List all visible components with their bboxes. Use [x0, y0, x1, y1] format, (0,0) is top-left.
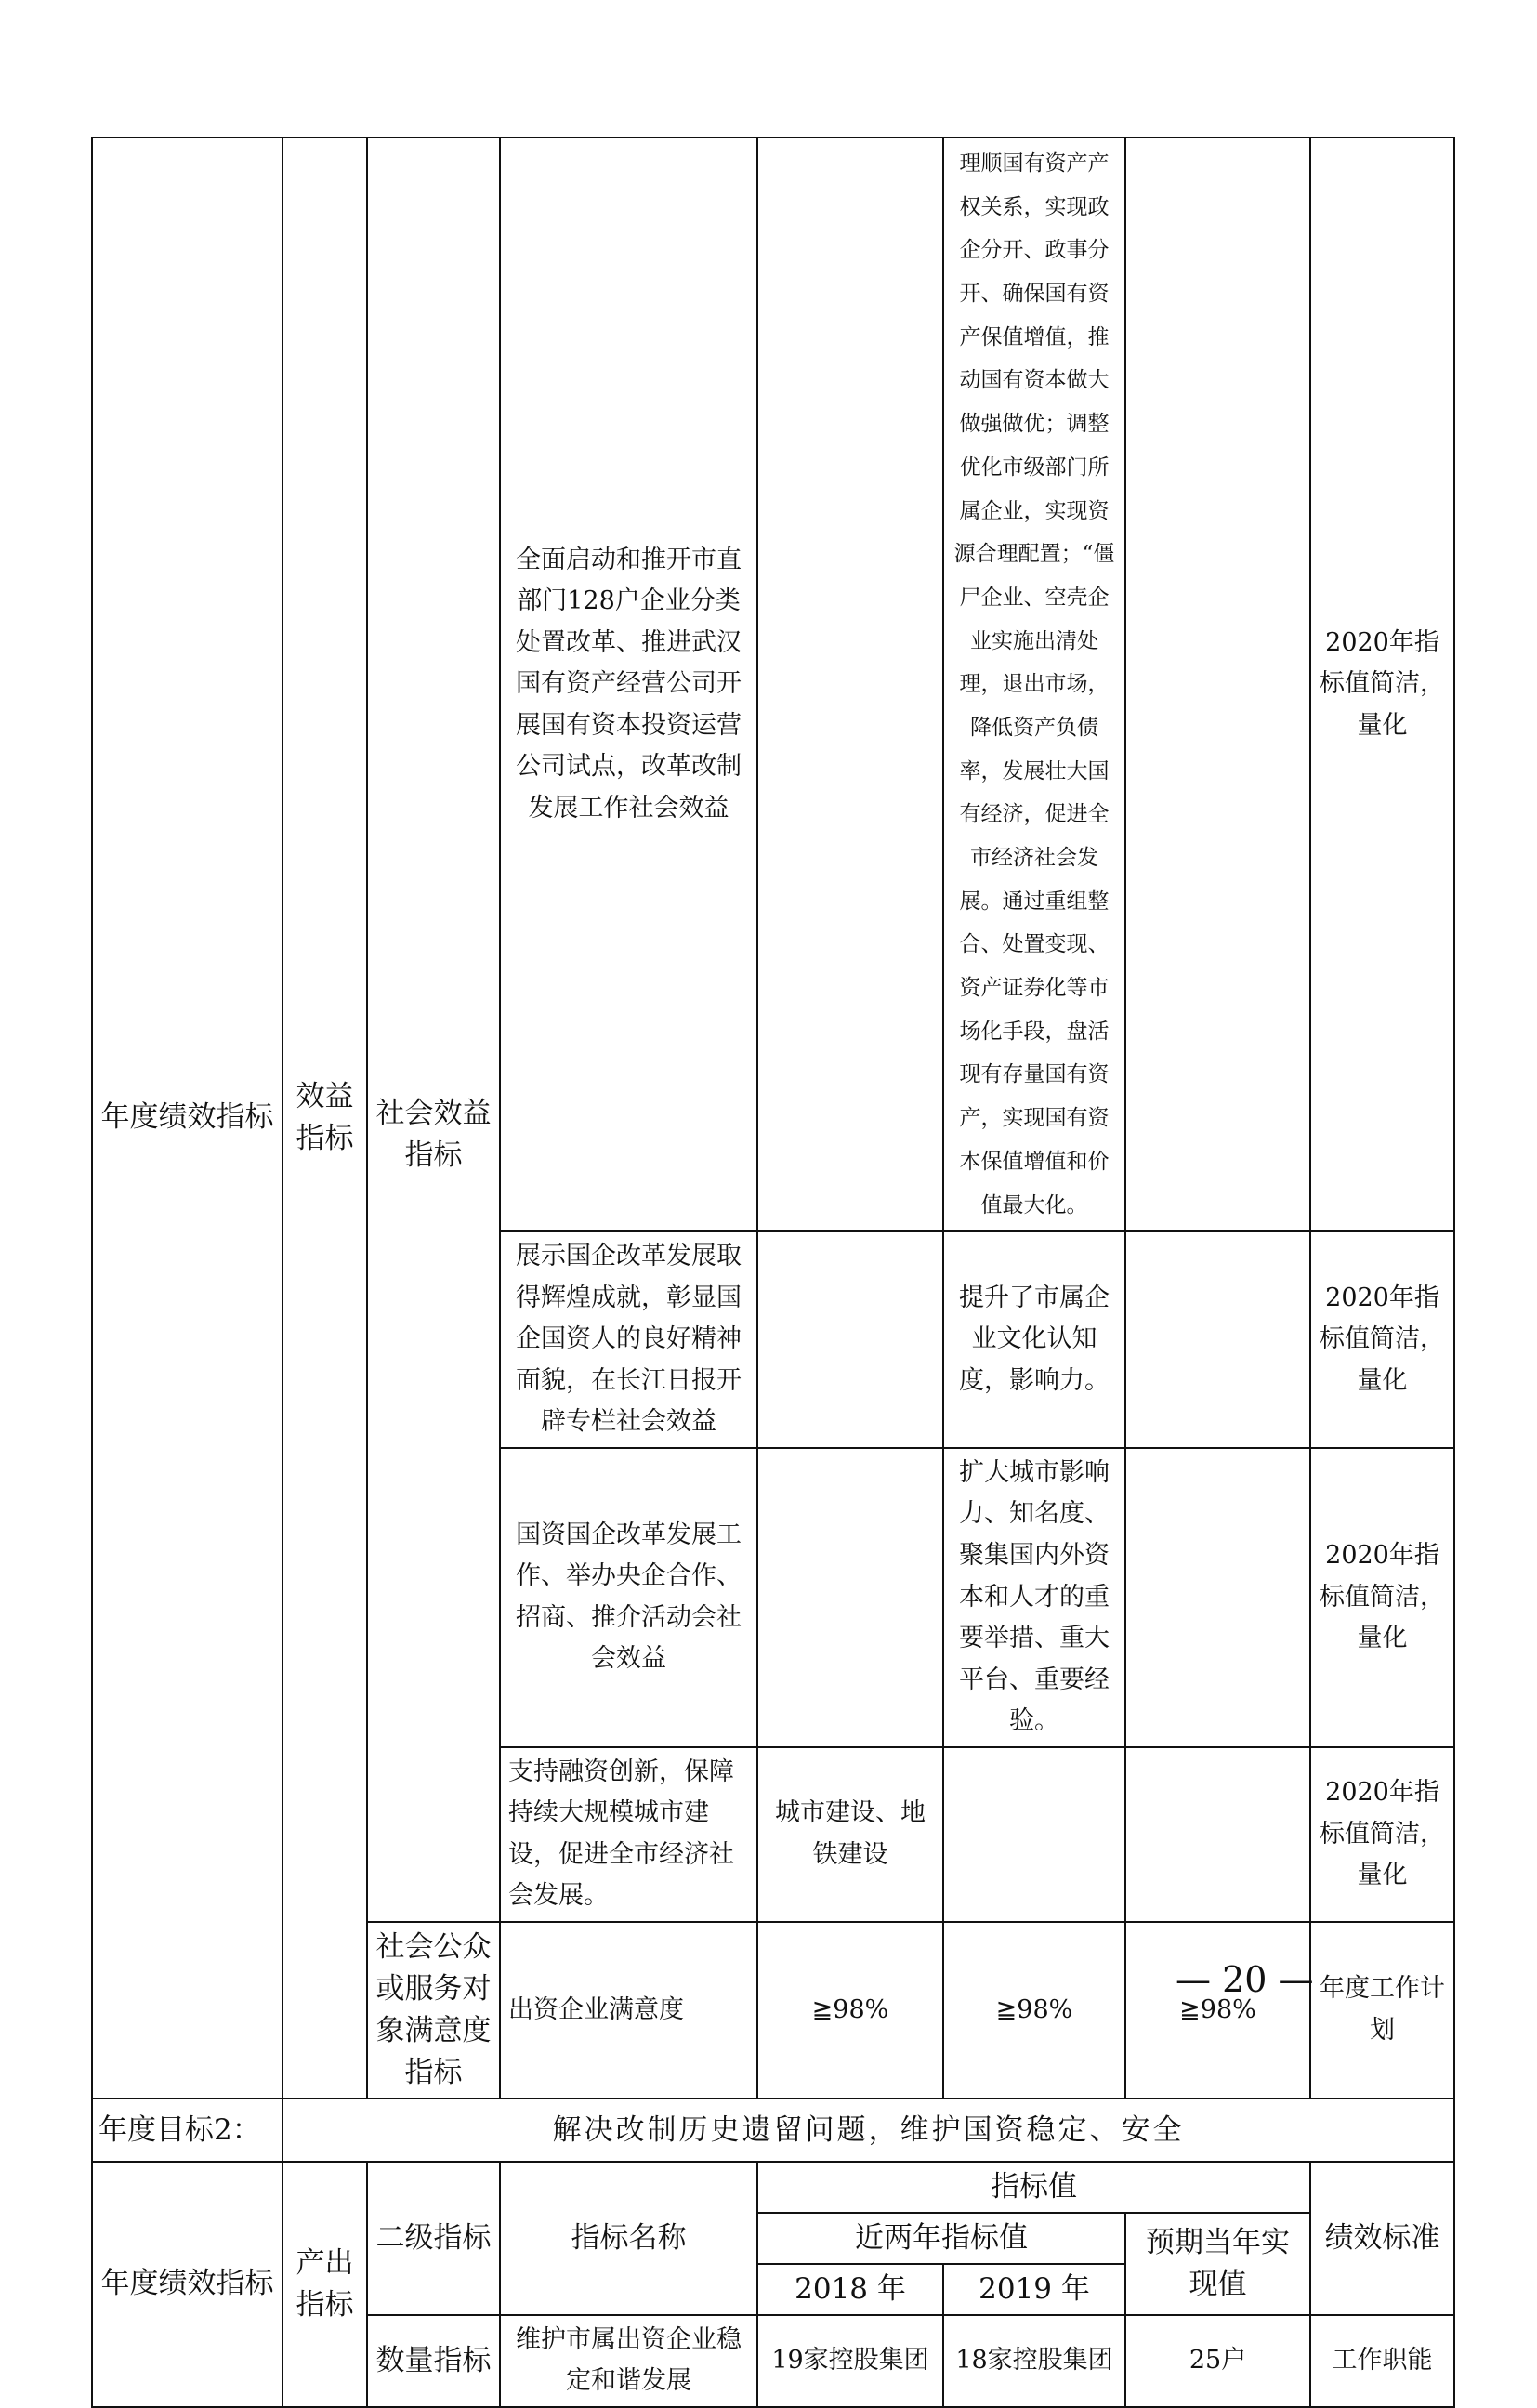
value-2018-cell: ≧98%	[757, 1922, 943, 2099]
table-row	[92, 138, 1454, 1231]
indicator-name-cell: 支持融资创新，保障持续大规模城市建设，促进全市经济社会发展。	[500, 1747, 757, 1922]
indicator-name-cell: 展示国企改革发展取得辉煌成就，彰显国企国资人的良好精神面貌，在长江日报开辟专栏社会效益	[500, 1231, 757, 1448]
standard-cell: 2020年指标值简洁，量化	[1310, 1747, 1454, 1922]
header-value: 指标值	[757, 2162, 1310, 2213]
level3-cell: 社会公众或服务对象满意度指标	[367, 1922, 500, 2099]
value-2018-cell	[757, 1231, 943, 1448]
standard-cell: 2020年指标值简洁，量化	[1310, 138, 1454, 1231]
level2-cell: 效益指标	[282, 138, 367, 2099]
standard-cell: 2020年指标值简洁，量化	[1310, 1231, 1454, 1448]
indicator-name-cell: 维护市属出资企业稳定和谐发展	[500, 2315, 757, 2407]
value-2019-cell: 提升了市属企业文化认知度，影响力。	[943, 1231, 1125, 1448]
performance-table	[91, 137, 1455, 2408]
level1-cell: 年度绩效指标	[92, 2162, 282, 2407]
header-level2: 二级指标	[367, 2162, 500, 2315]
header-2018: 2018 年	[757, 2264, 943, 2315]
standard-cell: 年度工作计划	[1310, 1922, 1454, 2099]
indicator-name-cell: 全面启动和推开市直部门128户企业分类处置改革、推进武汉国有资产经营公司开展国有资本投资运营公司试点，改革改制发展工作社会效益	[500, 138, 757, 1231]
expected-value-cell	[1125, 1747, 1310, 1922]
value-2019-cell: 扩大城市影响力、知名度、聚集国内外资本和人才的重要举措、重大平台、重要经验。	[943, 1448, 1125, 1747]
goal-label: 年度目标2：	[92, 2099, 282, 2162]
expected-value-cell	[1125, 1231, 1310, 1448]
level2-cell: 产出指标	[282, 2162, 367, 2407]
header-recent: 近两年指标值	[757, 2213, 1125, 2264]
level3-cell: 数量指标	[367, 2315, 500, 2407]
expected-value-cell	[1125, 138, 1310, 1231]
expected-value-cell: ≧98%	[1125, 1922, 1310, 2099]
value-2019-cell: ≧98%	[943, 1922, 1125, 2099]
value-2019-cell: 18家控股集团	[943, 2315, 1125, 2407]
standard-cell: 工作职能	[1310, 2315, 1454, 2407]
page-number: — 20 —	[1176, 1959, 1314, 2000]
goal-text: 解决改制历史遗留问题，维护国资稳定、安全	[282, 2099, 1454, 2162]
value-2018-cell: 城市建设、地铁建设	[757, 1747, 943, 1922]
value-2019-cell	[943, 1747, 1125, 1922]
header-2019: 2019 年	[943, 2264, 1125, 2315]
value-2018-cell	[757, 1448, 943, 1747]
header-name: 指标名称	[500, 2162, 757, 2315]
header-expected: 预期当年实现值	[1125, 2213, 1310, 2315]
indicator-name-cell: 国资国企改革发展工作、举办央企合作、招商、推介活动会社会效益	[500, 1448, 757, 1747]
value-2019-cell: 理顺国有资产产权关系，实现政企分开、政事分开、确保国有资产保值增值，推动国有资本做大做强做优；调整优化市级部门所属企业，实现资源合理配置；“僵尸企业、空壳企业实施出清处理，退出市场，降低资产负债率，发展壮大国有经济，促进全市经济社会发展。通过重组整合、处置变现、资产证券化等市场化手段，盘活现有存量国有资产，实现国有资本保值增值和价值最大化。	[943, 138, 1125, 1231]
value-2018-cell: 19家控股集团	[757, 2315, 943, 2407]
header-standard: 绩效标准	[1310, 2162, 1454, 2315]
level3-cell: 社会效益指标	[367, 138, 500, 1922]
level1-cell: 年度绩效指标	[92, 138, 282, 2099]
header-row	[92, 2162, 1454, 2213]
indicator-name-cell: 出资企业满意度	[500, 1922, 757, 2099]
value-2018-cell	[757, 138, 943, 1231]
goal-row	[92, 2099, 1454, 2162]
standard-cell: 2020年指标值简洁，量化	[1310, 1448, 1454, 1747]
expected-value-cell: 25户	[1125, 2315, 1310, 2407]
expected-value-cell	[1125, 1448, 1310, 1747]
